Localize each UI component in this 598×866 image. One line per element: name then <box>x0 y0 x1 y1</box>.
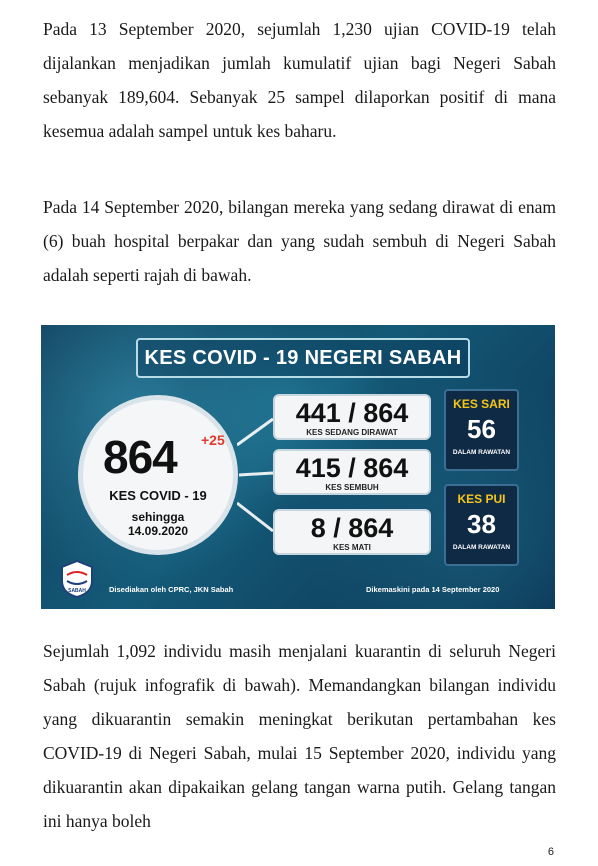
side-label: DALAM RAWATAN <box>452 449 511 456</box>
total-cases-circle <box>78 395 238 555</box>
footer-prepared-by: Disediakan oleh CPRC, JKN Sabah <box>109 585 234 594</box>
page-number: 6 <box>547 846 554 858</box>
stat-value: 441 / 864 <box>295 398 409 428</box>
stat-value: 415 / 864 <box>295 453 409 483</box>
sari-box <box>444 389 519 471</box>
svg-text:SABAH: SABAH <box>68 588 86 594</box>
paragraph-treatment: Pada 14 September 2020, bilangan mereka yang sedang dirawat di enam (6) buah hospital berpakar dan yang sudah sembuh di Negeri Sabah adalah seperti rajah di bawah. <box>43 197 556 285</box>
connector-lines <box>237 405 277 545</box>
side-label: DALAM RAWATAN <box>452 544 511 551</box>
total-cases-number: 864 <box>103 431 177 483</box>
side-value: 38 <box>467 509 496 539</box>
side-value: 56 <box>467 414 496 444</box>
pui-box <box>444 484 519 566</box>
paragraph-testing: Pada 13 September 2020, sejumlah 1,230 ujian COVID-19 telah dijalankan menjadikan jumlah kumulatif ujian bagi Negeri Sabah sebanyak 189,604. Sebanyak 25 sampel dilaporkan positif di mana kesemua adalah sampel untuk kes baharu. <box>43 19 556 141</box>
new-cases-number: +25 <box>201 432 225 448</box>
stat-label: KES SEDANG DIRAWAT <box>306 428 398 437</box>
stat-label: KES SEMBUH <box>325 483 379 492</box>
date-label: sehingga 14.09.2020 <box>127 510 189 538</box>
stat-value: 8 / 864 <box>310 513 394 543</box>
side-title: KES SARI <box>453 397 510 411</box>
footer-updated: Dikemaskini pada 14 September 2020 <box>366 585 500 594</box>
total-cases-label: KES COVID - 19 <box>109 488 207 503</box>
sabah-logo-icon <box>59 559 95 599</box>
stat-deaths <box>273 509 431 555</box>
paragraph-quarantine: Sejumlah 1,092 individu masih menjalani kuarantin di seluruh Negeri Sabah (rujuk infografik di bawah). Memandangkan bilangan individu yang dikuarantin semakin meningkat berikutan pertambahan kes COVID-19 di Negeri Sabah, mulai 15 September 2020, individu yang dikuarantin akan dipakaikan gelang tangan warna putih. Gelang tangan ini hanya boleh <box>43 641 556 831</box>
stat-recovered <box>273 449 431 495</box>
stat-label: KES MATI <box>333 543 371 552</box>
stat-under-treatment <box>273 394 431 440</box>
side-title: KES PUI <box>457 492 506 506</box>
covid-infographic <box>41 325 555 609</box>
infographic-title: KES COVID - 19 NEGERI SABAH <box>136 338 470 378</box>
